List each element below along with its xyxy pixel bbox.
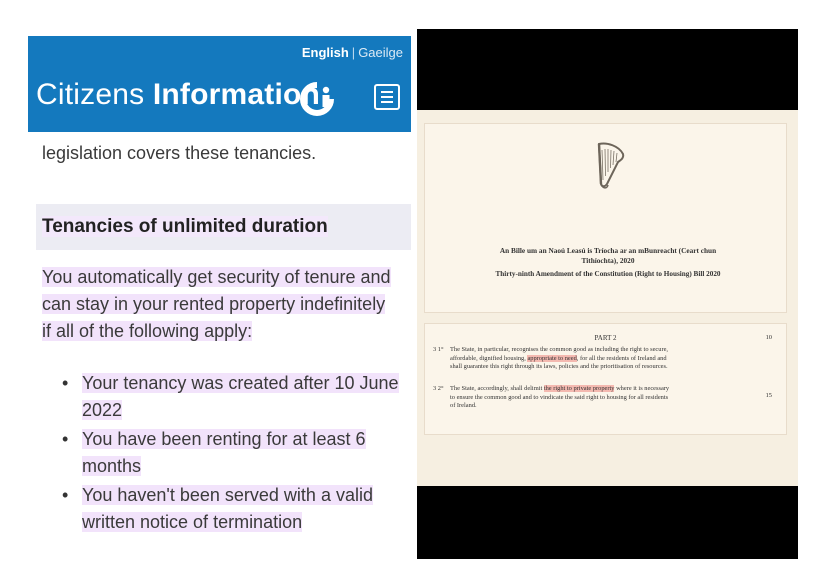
line-number: 10 (765, 334, 772, 341)
paragraph-line-1: You automatically get security of tenure and (42, 267, 391, 287)
list-item (70, 426, 411, 480)
bill-part-2-card (424, 323, 787, 435)
clause-text (450, 346, 753, 372)
bill-title-irish-line: An Bille um an Naoú Leasú is Tríocha ar an mBunreacht (Ceart chun (499, 246, 717, 255)
site-header (28, 36, 411, 132)
language-switcher (302, 45, 403, 60)
section-heading (36, 204, 411, 250)
bill-title-irish-line: Tithíochta), 2020 (581, 256, 635, 265)
clause-3-1 (433, 346, 753, 372)
list-item (70, 482, 411, 536)
clause-3-2 (433, 385, 753, 411)
clause-number: 3 2° (433, 385, 444, 392)
list-item-line: written notice of termination (82, 512, 303, 532)
harp-icon (593, 140, 627, 190)
clause-line: shall guarantee this right through its laws, policies and the prioritisation of resources. (450, 363, 668, 371)
clause-number: 3 1° (433, 346, 444, 353)
bill-document-panel (417, 29, 798, 559)
citizens-information-panel (28, 30, 411, 560)
brand-word-citizens: Citizens (36, 78, 145, 111)
line-number: 15 (765, 392, 772, 399)
bill-title-english: Thirty-ninth Amendment of the Constitution (Right to Housing) Bill 2020 (495, 270, 721, 278)
bill-title-irish (453, 246, 763, 266)
clause-line: , for all the residents of Ireland and (576, 354, 667, 362)
clause-line: of Ireland. (450, 402, 477, 410)
highlighted-phrase: appropriate to need (527, 354, 577, 362)
clause-line: to ensure the common good and to vindicate the said right to housing for all residents (450, 393, 669, 401)
language-gaeilge-link[interactable]: Gaeilge (358, 45, 403, 60)
clause-line: affordable, dignified housing, (450, 354, 528, 362)
tenure-paragraph (42, 264, 411, 345)
clause-line: where it is necessary (614, 385, 670, 392)
bill-title-card (424, 123, 787, 313)
clause-line: The State, in particular, recognises the common good as including the right to secure, (450, 346, 669, 353)
clause-line: The State, accordingly, shall delimit (450, 385, 544, 392)
part-label: PART 2 (594, 334, 617, 342)
list-item-line: Your tenancy was created after 10 June (82, 373, 399, 393)
list-item-line: You haven't been served with a valid (82, 485, 373, 505)
brand-word-information: Information (152, 78, 321, 111)
site-logo-text[interactable] (36, 78, 320, 112)
language-english-link[interactable]: English (301, 45, 349, 60)
language-separator: | (351, 45, 356, 60)
section-heading-text: Tenancies of unlimited duration (42, 216, 328, 237)
list-item (70, 370, 411, 424)
paragraph-line-3: if all of the following apply: (42, 321, 253, 341)
hamburger-menu-icon[interactable] (374, 84, 400, 110)
intro-text: legislation covers these tenancies. (42, 143, 317, 163)
paragraph-line-2: can stay in your rented property indefinitely (42, 294, 386, 314)
conditions-list (70, 370, 411, 538)
list-item-line: You have been renting for at least 6 (82, 429, 366, 449)
document-page (417, 110, 798, 486)
highlighted-phrase: the right to private property (543, 385, 615, 392)
citizens-information-logo-icon (299, 81, 335, 117)
clause-text (450, 385, 753, 411)
list-item-line: 2022 (82, 400, 123, 420)
list-item-line: months (82, 456, 142, 476)
